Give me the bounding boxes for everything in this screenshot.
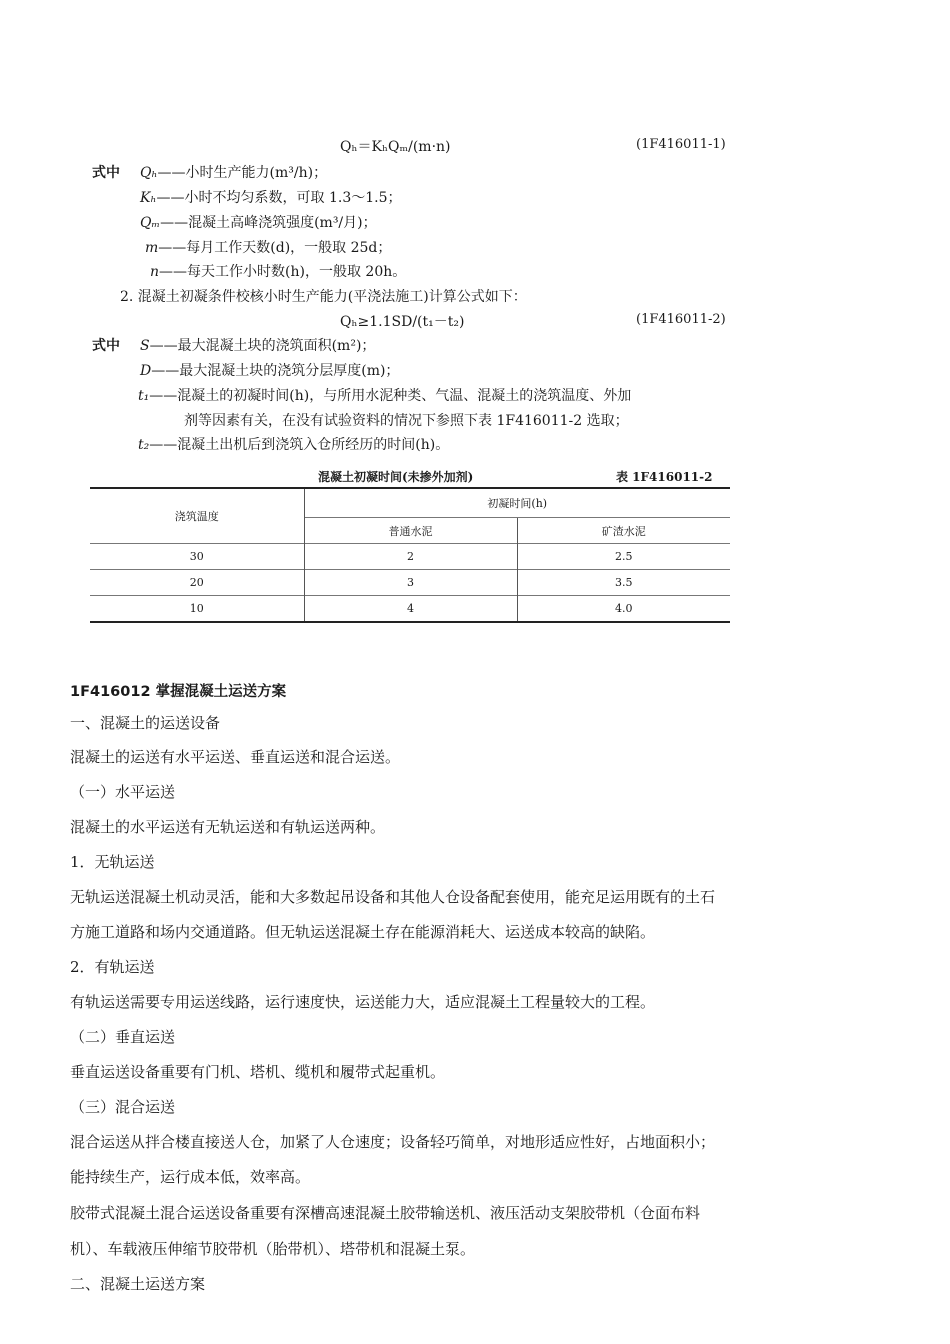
var-desc: ——每月工作天数(d)，一般取 25d； [158,240,392,256]
doc-line: 1．无轨运送 [70,853,155,871]
var-desc: ——最大混凝土块的浇筑面积(m²)； [149,338,376,354]
var-symbol: Qₘ [140,215,161,231]
var-desc: ——小时生产能力(m³/h)； [157,165,328,181]
var-desc: ——最大混凝土块的浇筑分层厚度(m)； [151,363,400,379]
var-desc: ——混凝土出机后到浇筑入仓所经历的时间(h)。 [149,437,450,453]
where-label-2: 式中 [92,338,120,354]
doc-line: 有轨运送需要专用运送线路，运行速度快，运送能力大，适应混凝土工程量较大的工程。 [70,993,656,1011]
where-label-1: 式中 [92,165,120,181]
var-row [140,212,377,232]
formula-2: Qₕ≥1.1SD/(t₁－t₂) [340,314,465,330]
step-2-text: 2. 混凝土初凝条件校核小时生产能力(平浇法施工)计算公式如下： [120,289,527,305]
var-row [140,187,402,207]
var-desc: ——小时不均匀系数，可取 1.3～1.5； [156,190,402,206]
doc-line: （一）水平运送 [70,783,176,801]
var-symbol: S [140,338,150,354]
col-header-slag: 矿渣水泥 [517,518,730,544]
var-row [184,410,629,430]
cell-ordinary: 4 [304,596,517,623]
table-title: 混凝土初凝时间(未掺外加剂) [318,470,474,484]
table-row [90,570,730,596]
formula-2-number: (1F416011-2) [636,312,726,327]
var-desc: 剂等因素有关，在没有试验资料的情况下参照下表 1F416011-2 选取； [184,413,629,429]
var-symbol: t₁ [138,388,150,404]
doc-line: 混凝土的运送有水平运送、垂直运送和混合运送。 [70,748,401,766]
var-symbol: t₂ [138,437,150,453]
doc-line: 无轨运送混凝土机动灵活，能和大多数起吊设备和其他人仓设备配套使用，能充足运用既有的土石 [70,888,716,906]
doc-line: 能持续生产，运行成本低，效率高。 [70,1168,311,1186]
doc-line: 2．有轨运送 [70,958,155,976]
doc-line: 混合运送从拌合楼直接送人仓，加紧了人仓速度；设备轻巧简单，对地形适应性好，占地面积小； [70,1133,716,1151]
doc-line: （二）垂直运送 [70,1028,176,1046]
cell-ordinary: 3 [304,570,517,596]
table-row [90,544,730,570]
doc-line: 机）、车载液压伸缩节胶带机（胎带机）、塔带机和混凝土泵。 [70,1240,476,1258]
var-row [150,261,406,281]
col-header-group: 初凝时间(h) [304,488,730,518]
cell-ordinary: 2 [304,544,517,570]
doc-line: （三）混合运送 [70,1098,176,1116]
cell-slag: 4.0 [517,596,730,623]
table-number: 表 1F416011-2 [616,470,713,484]
cell-temp: 10 [90,596,304,623]
var-row [140,360,399,380]
formula-1-number: (1F416011-1) [636,137,726,152]
table-row [90,596,730,623]
var-symbol: n [150,264,160,280]
cell-temp: 20 [90,570,304,596]
col-header-ordinary: 普通水泥 [304,518,517,544]
var-row [138,385,631,405]
cell-temp: 30 [90,544,304,570]
formula-1: Qₕ＝KₕQₘ/(m·n) [340,139,451,155]
var-symbol: Kₕ [140,190,157,206]
section-heading: 1F416012 掌握混凝土运送方案 [70,684,287,700]
doc-line: 垂直运送设备重要有门机、塔机、缆机和履带式起重机。 [70,1063,446,1081]
var-row [138,434,449,454]
var-symbol: Qₕ [140,165,158,181]
col-header-temp: 浇筑温度 [174,510,219,523]
doc-line: 一、混凝土的运送设备 [70,714,221,732]
var-desc: ——每天工作小时数(h)，一般取 20h。 [159,264,407,280]
cell-slag: 2.5 [517,544,730,570]
var-row [140,335,375,355]
var-row [145,237,391,257]
doc-line: 二、混凝土运送方案 [70,1275,206,1293]
var-symbol: D [140,363,152,379]
doc-line: 混凝土的水平运送有无轨运送和有轨运送两种。 [70,818,386,836]
var-symbol: m [145,240,159,256]
cell-slag: 3.5 [517,570,730,596]
doc-line: 胶带式混凝土混合运送设备重要有深槽高速混凝土胶带输送机、液压活动支架胶带机（仓面布料 [70,1204,701,1222]
setting-time-table [90,487,730,623]
var-desc: ——混凝土高峰浇筑强度(m³/月)； [160,215,377,231]
var-desc: ——混凝土的初凝时间(h)，与所用水泥种类、气温、混凝土的浇筑温度、外加 [149,388,632,404]
var-row [140,162,327,182]
doc-line: 方施工道路和场内交通道路。但无轨运送混凝土存在能源消耗大、运送成本较高的缺陷。 [70,923,656,941]
